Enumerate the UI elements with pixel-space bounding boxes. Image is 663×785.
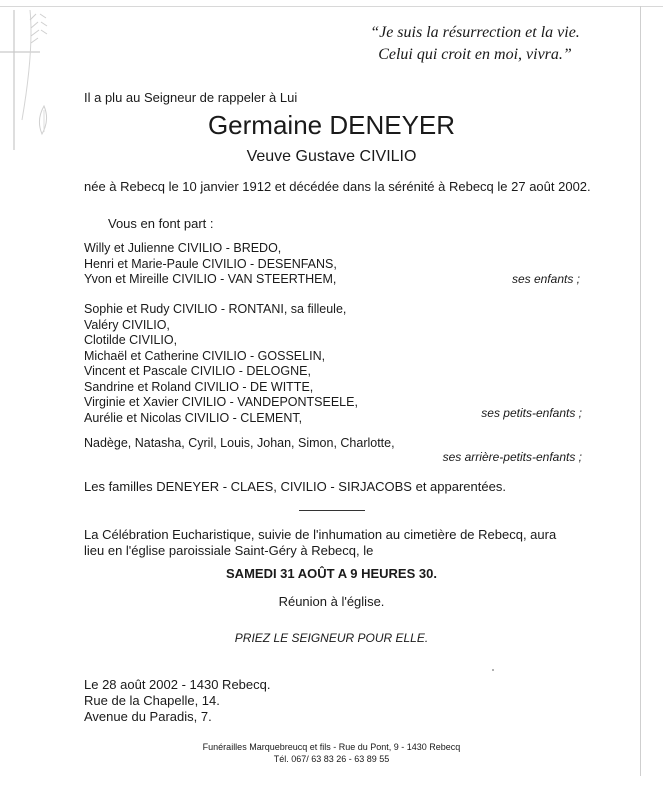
list-item: Aurélie et Nicolas CIVILIO - CLEMENT, [84, 410, 303, 425]
celebration-text [84, 527, 590, 559]
list-item: Willy et Julienne CIVILIO - BREDO, [84, 241, 282, 255]
list-item: Nadège, Natasha, Cyril, Louis, Johan, Simon, Charlotte, [84, 436, 395, 450]
children-relation: ses enfants ; [511, 272, 580, 286]
divider [299, 510, 365, 511]
quote-line-2: Celui qui croit en moi, vivra.” [378, 46, 572, 63]
list-item: Michaël et Catherine CIVILIO - GOSSELIN, [84, 348, 326, 363]
footer-line-1: Funérailles Marquebreucq et fils - Rue du Pont, 9 - 1430 Rebecq [202, 742, 461, 752]
list-item: Henri et Marie-Paule CIVILIO - DESENFANS, [84, 256, 337, 271]
bible-quote [330, 22, 620, 66]
great-grandchildren-relation: ses arrière-petits-enfants ; [442, 450, 582, 464]
list-item: Sandrine et Roland CIVILIO - DE WITTE, [84, 379, 314, 394]
address-block [84, 677, 270, 725]
service-date-time: SAMEDI 31 AOÛT A 9 HEURES 30. [226, 566, 437, 581]
funeral-home-footer [0, 741, 663, 765]
intro-text: Il a plu au Seigneur de rappeler à Lui [84, 90, 298, 105]
list-item: Sophie et Rudy CIVILIO - RONTANI, sa filleule, [84, 302, 347, 316]
grandchildren-relation: ses petits-enfants ; [481, 406, 582, 420]
address-line-3: Avenue du Paradis, 7. [84, 709, 212, 724]
prayer-text: PRIEZ LE SEIGNEUR POUR ELLE. [234, 631, 429, 645]
families-line: Les familles DENEYER - CLAES, CIVILIO - SIRJACOBS et apparentées. [84, 479, 506, 494]
list-item: Vincent et Pascale CIVILIO - DELOGNE, [84, 364, 311, 378]
great-grandchildren-list [84, 436, 395, 452]
list-item: Yvon et Mireille CIVILIO - VAN STEERTHEM, [84, 272, 337, 286]
meeting-text: Réunion à l'église. [278, 594, 385, 609]
footer-line-2: Tél. 067/ 63 83 26 - 63 89 55 [273, 754, 390, 764]
top-border [0, 6, 663, 7]
address-line-1: Le 28 août 2002 - 1430 Rebecq. [84, 677, 271, 692]
children-list [84, 241, 337, 288]
list-item: Virginie et Xavier CIVILIO - VANDEPONTSEELE, [84, 395, 358, 409]
celebration-line-1: La Célébration Eucharistique, suivie de l'inhumation au cimetière de Rebecq, aura [84, 527, 557, 542]
birth-death-line: née à Rebecq le 10 janvier 1912 et décédée dans la sérénité à Rebecq le 27 août 2002. [84, 179, 591, 194]
list-item: Clotilde CIVILIO, [84, 333, 178, 347]
grandchildren-list [84, 302, 358, 426]
celebration-line-2: lieu en l'église paroissiale Saint-Géry à Rebecq, le [84, 543, 374, 558]
list-item: Valéry CIVILIO, [84, 317, 170, 332]
announce-text: Vous en font part : [108, 216, 214, 231]
widow-of: Veuve Gustave CIVILIO [246, 148, 417, 165]
speck [492, 669, 494, 671]
quote-line-1: “Je suis la résurrection et la vie. [370, 24, 580, 41]
deceased-name: Germaine DENEYER [207, 110, 456, 140]
address-line-2: Rue de la Chapelle, 14. [84, 693, 220, 708]
